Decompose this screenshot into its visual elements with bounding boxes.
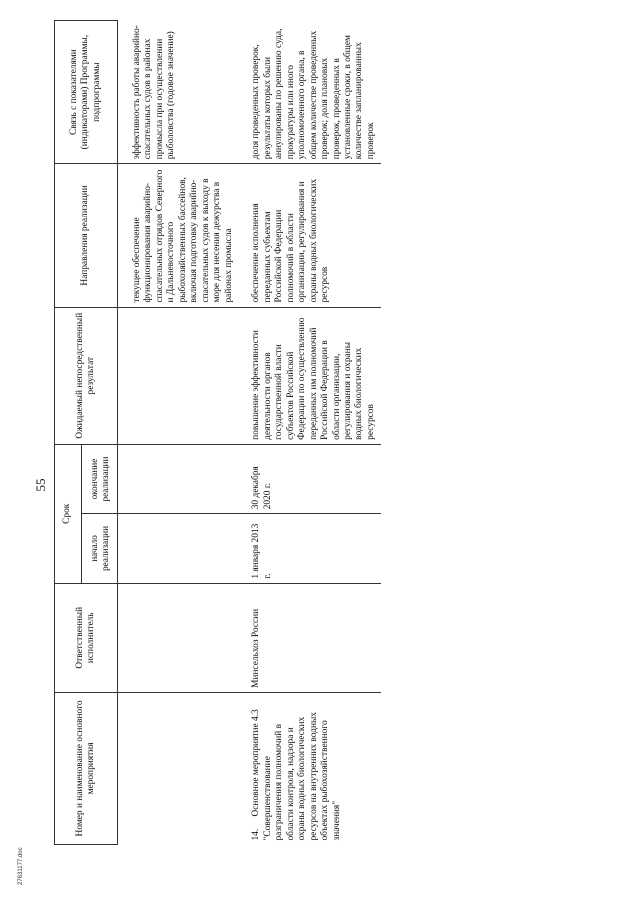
table-row-continuation [118, 21, 240, 845]
page-number: 55 [33, 478, 48, 492]
table-row [239, 21, 381, 845]
cell-end: 30 декабря 2020 г. [239, 444, 381, 513]
rotated-sheet [30, 20, 620, 845]
cell-empty [118, 583, 240, 692]
cell-number-name [239, 692, 381, 844]
footer-filename-text: 27631177.doc [18, 847, 24, 885]
cell-link-continuation: эффективность работы аварийно-спасательных судов в районах промысла при осуществлении рыболовства (годовое значение) [118, 21, 240, 164]
cell-empty [118, 514, 240, 583]
program-table [54, 20, 381, 845]
cell-empty [118, 444, 240, 513]
table-body [118, 21, 382, 845]
header-number-name: Номер и наименование основного мероприятия [55, 692, 118, 844]
header-expected-result: Ожидаемый непосредственный результат [55, 307, 118, 444]
header-term: Срок [55, 444, 82, 583]
footer-filename [18, 847, 138, 891]
row-number: 14. [251, 828, 262, 841]
cell-directions: обеспечение исполнения переданных субъектам Российской Федерации полномочий в области организации, регулирования и охраны водных биологических ресурсов [239, 164, 381, 307]
header-executor: Ответственный исполнитель [55, 583, 118, 692]
cell-link: доля проведенных проверок, результаты которых были аннулированы по решению суда, прокуратуры или иного уполномоченного органа, в общем количестве проведенных проверок; доля плановых проверок, проведенных в установленные сроки, в общем количестве запланированных проверок [239, 21, 381, 164]
cell-expected-result: повышение эффективности деятельности органов государственной власти субъектов Российской Федерации по осуществлению переданных им полномочий Российской Федерации в области организации, регулирования и охраны водных биологических ресурсов [239, 307, 381, 444]
cell-executor: Минсельхоз России [239, 583, 381, 692]
header-term-start: начало реализации [82, 514, 118, 583]
cell-empty [118, 692, 240, 844]
table-header [55, 21, 118, 845]
header-directions: Направления реализации [55, 164, 118, 307]
row-name: Основное мероприятие 4.3 "Совершенствование разграничения полномочий в области контроля, надзора и охраны водных биологических ресурсов на внутренних водных объектах рыбохозяйственного значения" [251, 709, 342, 841]
cell-empty [118, 307, 240, 444]
header-term-end: окончание реализации [82, 444, 118, 513]
header-link: Связь с показателями (индикаторами) Программы, подпрограммы [55, 21, 118, 164]
cell-directions-continuation: текущее обеспечение функционирования аварийно-спасательных отрядов Северного и Дальневосточного рыбохозяйственных бассейнов, включая подготовку аварийно-спасательных судов к выходу в море для несения дежурства в районах промысла [118, 164, 240, 307]
cell-start: 1 января 2013 г. [239, 514, 381, 583]
